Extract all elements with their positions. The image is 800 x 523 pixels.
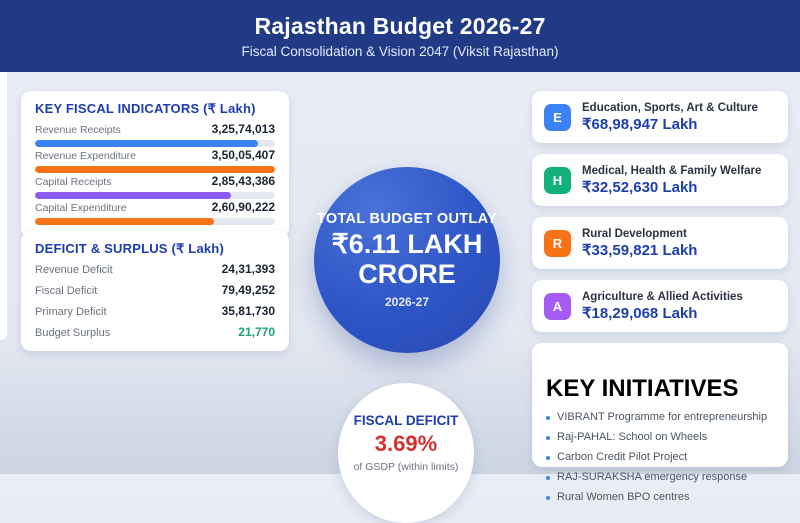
bullet-icon	[546, 476, 550, 480]
indicator-value: 2,85,43,386	[211, 174, 275, 188]
deficit-label: Primary Deficit	[35, 306, 107, 318]
allocation-amount: ₹18,29,068 Lakh	[582, 304, 698, 322]
list-item: RAJ-SURAKSHA emergency response	[546, 471, 774, 484]
allocation-title: Rural Development	[582, 227, 687, 240]
deficit-row	[35, 263, 275, 277]
indicator-label: Revenue Receipts	[35, 124, 121, 136]
allocation-title: Agriculture & Allied Activities	[582, 290, 743, 303]
fiscal-deficit-title: FISCAL DEFICIT	[353, 413, 459, 428]
deficit-value: 24,31,393	[221, 262, 275, 276]
deficit-surplus-card	[21, 231, 289, 351]
key-initiatives-card	[532, 343, 788, 503]
indicator-label: Capital Expenditure	[35, 202, 127, 214]
fiscal-indicator-row	[35, 201, 275, 225]
indicator-value: 3,25,74,013	[211, 122, 275, 136]
allocation-card-rural	[532, 217, 788, 269]
deficit-value: 35,81,730	[221, 304, 275, 318]
rural-development-icon: R	[544, 230, 571, 257]
bullet-icon	[546, 416, 550, 420]
deficit-row	[35, 305, 275, 319]
education-icon: E	[544, 104, 571, 131]
fiscal-indicator-row	[35, 149, 275, 173]
allocation-amount: ₹32,52,630 Lakh	[582, 178, 698, 196]
list-item: Rural Women BPO centres	[546, 491, 774, 504]
bar-fill	[35, 192, 231, 199]
deficit-value: 79,49,252	[221, 283, 275, 297]
bar-fill	[35, 140, 258, 147]
allocation-amount: ₹68,98,947 Lakh	[582, 115, 698, 133]
fiscal-indicator-row	[35, 123, 275, 147]
outlay-label: TOTAL BUDGET OUTLAY	[317, 211, 497, 227]
deficit-label: Fiscal Deficit	[35, 285, 98, 297]
deficit-row	[35, 326, 275, 340]
bar-track	[35, 218, 275, 225]
allocation-card-education	[532, 91, 788, 143]
left-edge-decoration	[0, 72, 7, 340]
bar-track	[35, 140, 275, 147]
indicator-value: 2,60,90,222	[211, 200, 275, 214]
deficit-row	[35, 284, 275, 298]
allocation-card-agriculture	[532, 280, 788, 332]
indicator-label: Capital Receipts	[35, 176, 112, 188]
key-initiatives-list	[546, 411, 774, 504]
bar-fill	[35, 218, 214, 225]
list-item: Raj-PAHAL: School on Wheels	[546, 431, 774, 444]
outlay-year: 2026-27	[384, 295, 430, 309]
outlay-amount-line2: CRORE	[358, 259, 456, 289]
indicator-label: Revenue Expenditure	[35, 150, 136, 162]
fiscal-indicator-row	[35, 175, 275, 199]
deficit-surplus-title: DEFICIT & SURPLUS (₹ Lakh)	[35, 241, 224, 256]
page-title: Rajasthan Budget 2026-27	[254, 13, 546, 39]
allocation-amount: ₹33,59,821 Lakh	[582, 241, 698, 259]
total-budget-outlay-circle	[314, 167, 500, 353]
page-subtitle: Fiscal Consolidation & Vision 2047 (Viksit Rajasthan)	[241, 44, 559, 59]
allocation-card-health	[532, 154, 788, 206]
bar-track	[35, 192, 275, 199]
fiscal-deficit-value: 3.69%	[374, 431, 438, 456]
fiscal-deficit-circle	[338, 383, 474, 523]
bullet-icon	[546, 496, 550, 500]
list-item: VIBRANT Programme for entrepreneurship	[546, 411, 774, 424]
budget-surplus-value: 21,770	[238, 325, 275, 339]
bar-track	[35, 166, 275, 173]
agriculture-icon: A	[544, 293, 571, 320]
outlay-amount-line1: ₹6.11 LAKH	[331, 229, 483, 259]
health-icon: H	[544, 167, 571, 194]
indicator-value: 3,50,05,407	[211, 148, 275, 162]
allocations-column	[532, 91, 788, 503]
key-initiatives-title: KEY INITIATIVES	[546, 374, 739, 402]
bar-fill	[35, 166, 275, 173]
key-fiscal-indicators-title: KEY FISCAL INDICATORS (₹ Lakh)	[35, 101, 256, 116]
key-fiscal-indicators-card	[21, 91, 289, 238]
allocation-title: Education, Sports, Art & Culture	[582, 101, 758, 114]
bullet-icon	[546, 436, 550, 440]
bullet-icon	[546, 456, 550, 460]
header	[0, 0, 800, 72]
allocation-title: Medical, Health & Family Welfare	[582, 164, 762, 177]
list-item: Carbon Credit Pilot Project	[546, 451, 774, 464]
fiscal-deficit-note: of GSDP (within limits)	[353, 461, 459, 473]
deficit-label: Budget Surplus	[35, 327, 111, 339]
deficit-label: Revenue Deficit	[35, 264, 113, 276]
